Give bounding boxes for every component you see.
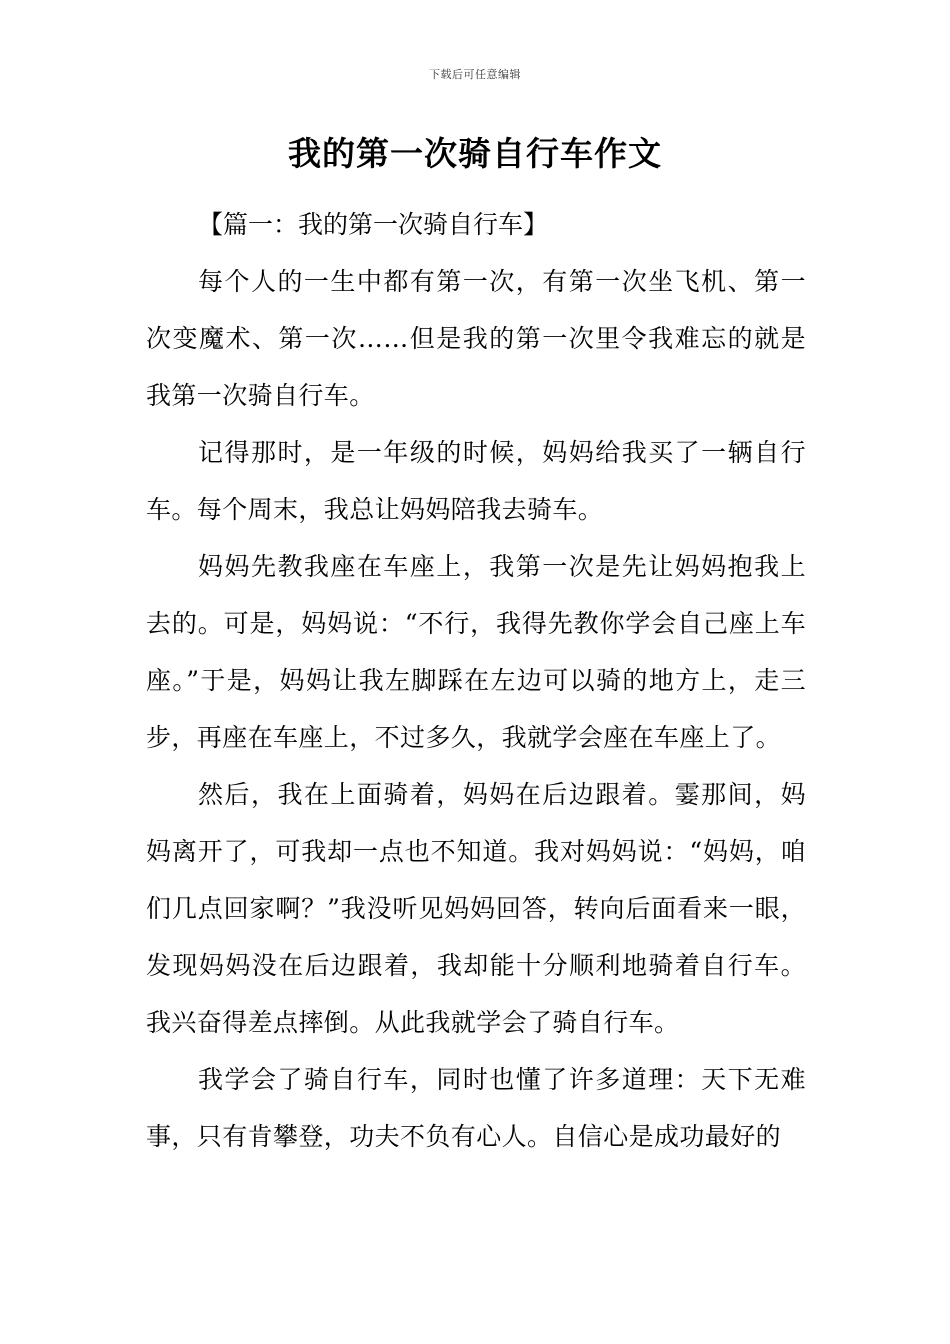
paragraph: 然后，我在上面骑着，妈妈在后边跟着。霎那间，妈妈离开了，可我却一点也不知道。我对妈妈说：“妈妈，咱们几点回家啊？”我没听见妈妈回答，转向后面看来一眼，发现妈妈没在后边跟着，我却能十分顺利地骑着自行车。我兴奋得差点摔倒。从此我就学会了骑自行车。 [146, 780, 806, 1037]
paragraph: 每个人的一生中都有第一次，有第一次坐飞机、第一次变魔术、第一次……但是我的第一次里令我难忘的就是我第一次骑自行车。 [146, 267, 806, 410]
paragraph: 妈妈先教我座在车座上，我第一次是先让妈妈抱我上去的。可是，妈妈说：“不行，我得先教你学会自己座上车座。”于是，妈妈让我左脚踩在左边可以骑的地方上，走三步，再座在车座上，不过多久，我就学会座在车座上了。 [146, 552, 806, 752]
paragraph: 我学会了骑自行车，同时也懂了许多道理：天下无难事，只有肯攀登，功夫不负有心人。自信心是成功最好的 [146, 1065, 806, 1151]
document-body [146, 196, 806, 1165]
paragraph: 记得那时，是一年级的时候，妈妈给我买了一辆自行车。每个周末，我总让妈妈陪我去骑车。 [146, 438, 806, 524]
header-note: 下载后可任意编辑 [429, 68, 521, 81]
document-title: 我的第一次骑自行车作文 [288, 134, 662, 173]
section-heading: 【篇一：我的第一次骑自行车】 [198, 210, 549, 239]
